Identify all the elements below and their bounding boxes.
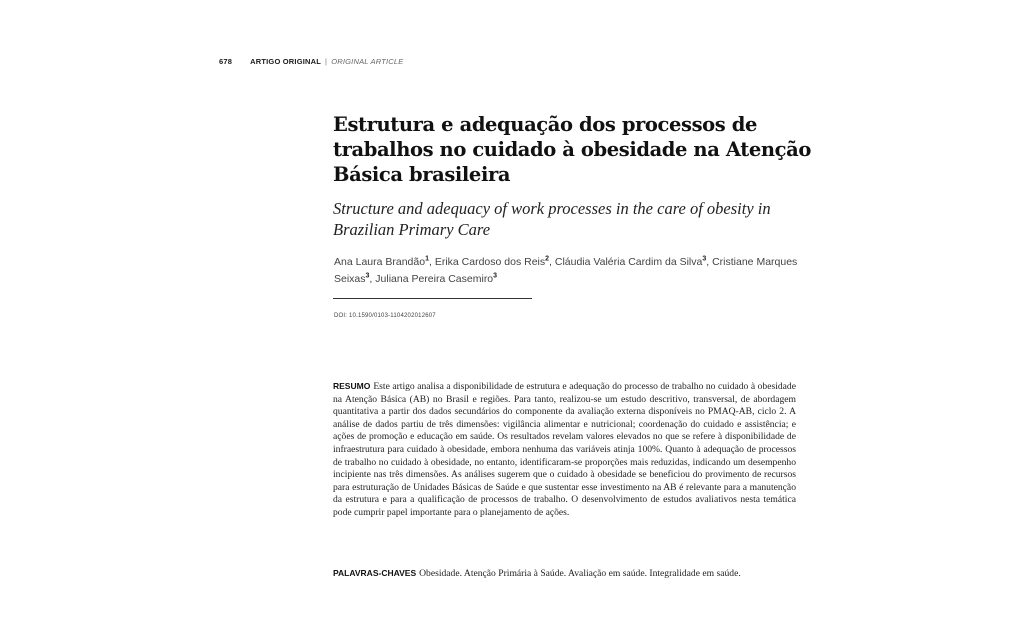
author-affiliation-marker: 3: [702, 255, 707, 263]
article-type-english: ORIGINAL ARTICLE: [331, 57, 404, 66]
author-name: Juliana Pereira Casemiro: [375, 273, 494, 285]
abstract-label: RESUMO: [333, 381, 371, 391]
keywords-label: PALAVRAS-CHAVES: [333, 568, 417, 578]
author-name: Ana Laura Brandão: [334, 256, 426, 268]
header-separator: |: [325, 57, 328, 66]
author-list: Ana Laura Brandão$^1$, Erika Cardoso dos Reis$^2$, Cláudia Valéria Cardim da Silva$^3$, Cristiane Marques Seixas$^3$, Juliana Pereira Casemiro$^3$: [334, 255, 798, 285]
keywords-text: Obesidade. Atenção Primária à Saúde. Avaliação em saúde. Integralidade em saúde.: [419, 568, 741, 579]
author-name: Erika Cardoso dos Reis: [434, 256, 546, 268]
author-affiliation-marker: 2: [545, 255, 550, 263]
author-name: Cristiane Marques Seixas: [334, 256, 798, 285]
doi[interactable]: DOI: 10.1590/0103-1104202012607: [334, 313, 436, 319]
author-affiliation-marker: 3: [365, 272, 370, 280]
page-number: 678: [219, 57, 233, 66]
article-title-english: Structure and adequacy of work processes in the care of obesity in Brazilian Primary Care: [333, 199, 771, 239]
running-header: [219, 57, 403, 66]
author-name: Cláudia Valéria Cardim da Silva: [554, 256, 703, 268]
divider-rule: [333, 298, 532, 299]
keywords: [333, 567, 803, 581]
abstract-text: Este artigo analisa a disponibilidade de estrutura e adequação do processo de trabalho no cuidado à obesidade na Atenção Básica (AB) no Brasil e regiões. Para tanto, realizou-se um estudo descritivo, transversal, de abordagem quantitativa a partir dos dados secundários do componente da avaliação externa disponíveis no PMAQ-AB, ciclo 2. A análise de dados partiu de três dimensões: vigilância alimentar e nutricional; coordenação do cuidado e assistência; e ações de promoção e educação em saúde. Os resultados revelam valores elevados no que se refere à disponibilidade de infraestrutura para cuidado à obesidade, embora nenhuma das variáveis atinja 100%. Quanto à adequação de processos de trabalho no cuidado à obesidade, no entanto, identificaram-se proporções mais reduzidas, indicando um desempenho incipiente nas três dimensões. As análises sugerem que o cuidado à obesidade se beneficiou do provimento de recursos para estruturação de Unidades Básicas de Saúde e que sustentar esse investimento na AB é relevante para a manutenção da estrutura e para a qualificação de processos de trabalho. O desenvolvimento de estudos avaliativos nesta temática pode cumprir papel importante para o planejamento de ações.: [333, 381, 796, 518]
article-title: Estrutura e adequação dos processos de trabalhos no cuidado à obesidade na Atenção Básica brasileira: [333, 113, 811, 186]
author-affiliation-marker: 1: [425, 255, 429, 263]
author-affiliation-marker: 3: [493, 272, 498, 280]
abstract: [333, 380, 796, 520]
article-type: ARTIGO ORIGINAL: [250, 57, 322, 66]
